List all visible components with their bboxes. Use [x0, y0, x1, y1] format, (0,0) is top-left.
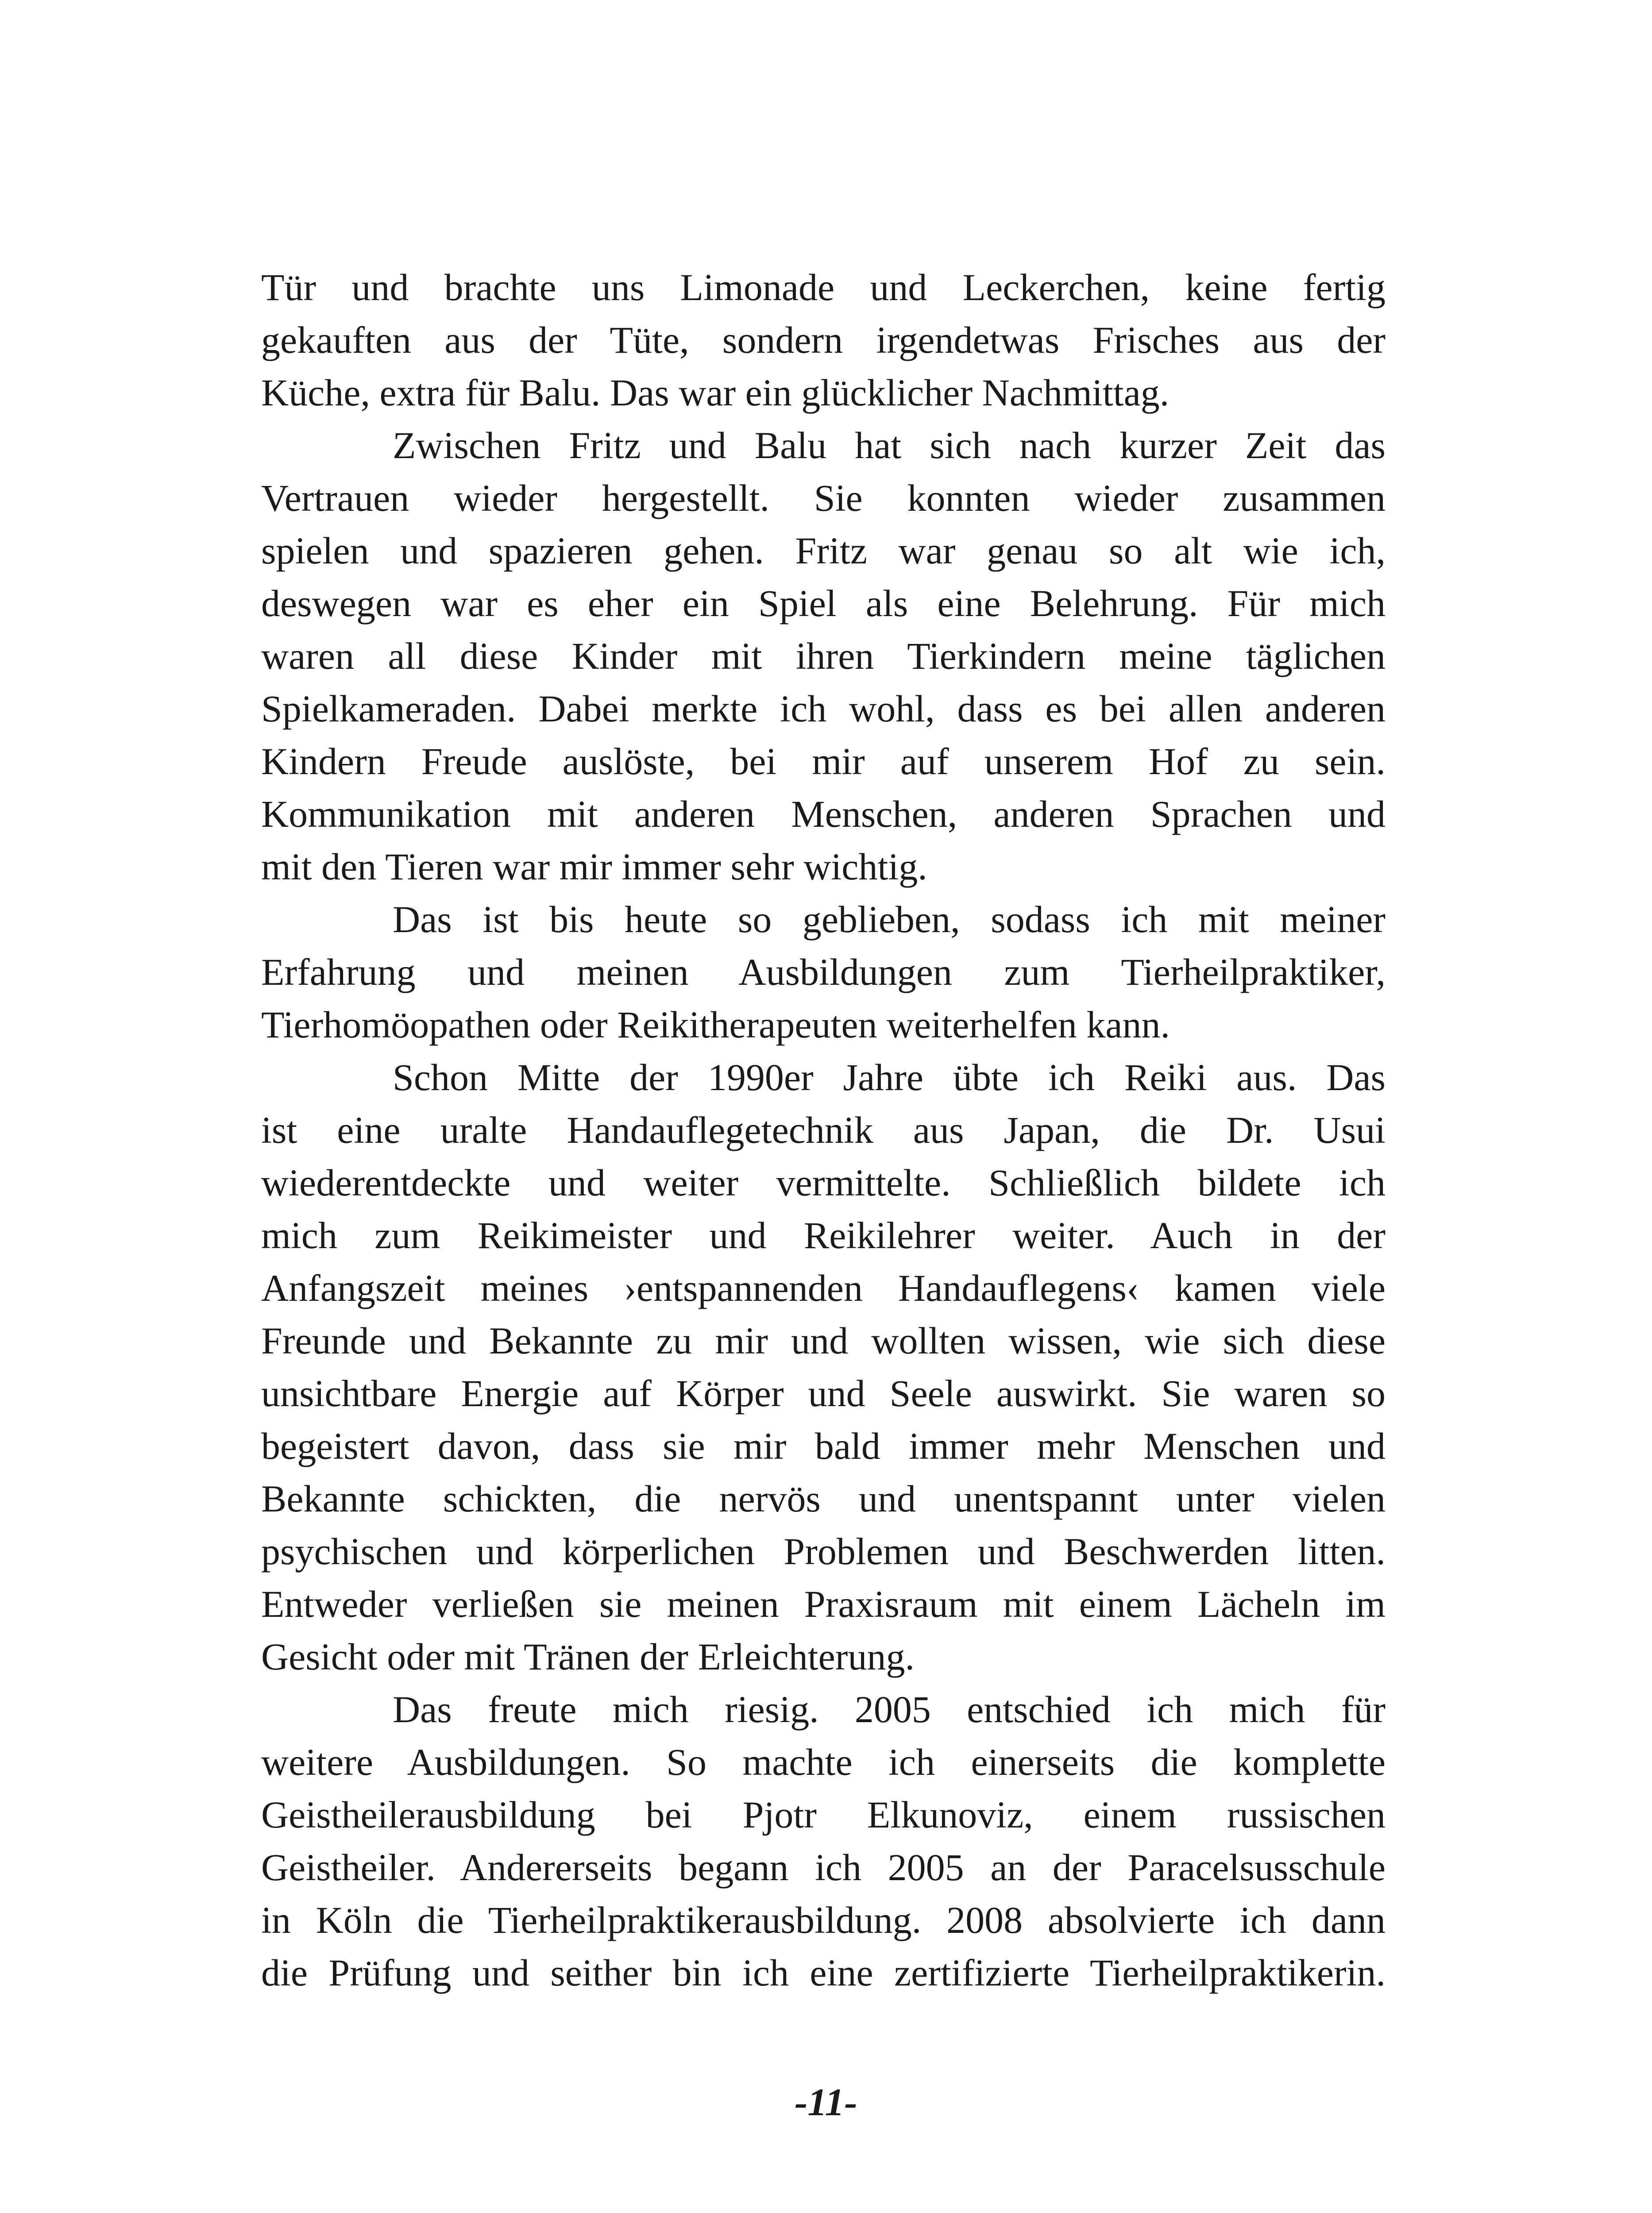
text-line: Kommunikation mit anderen Menschen, anderen Sprachen und — [261, 793, 1386, 835]
text-line: deswegen war es eher ein Spiel als eine Belehrung. Für mich — [261, 582, 1386, 625]
text-line: Entweder verließen sie meinen Praxisraum mit einem Lächeln im — [261, 1583, 1386, 1625]
paragraph — [261, 1051, 1386, 1683]
text-line: wiederentdeckte und weiter vermittelte. Schließlich bildete ich — [261, 1161, 1386, 1204]
text-line: Erfahrung und meinen Ausbildungen zum Tierheilpraktiker, — [261, 951, 1386, 993]
text-line: Küche, extra für Balu. Das war ein glücklicher Nachmittag. — [261, 371, 1170, 414]
text-line: Anfangszeit meines ›entspannenden Handauflegens‹ kamen viele — [261, 1267, 1386, 1309]
body-text — [261, 261, 1386, 1999]
text-line: psychischen und körperlichen Problemen und Beschwerden litten. — [261, 1530, 1386, 1573]
paragraph — [261, 261, 1386, 419]
text-line: Bekannte schickten, die nervös und unentspannt unter vielen — [261, 1477, 1386, 1520]
text-line: waren all diese Kinder mit ihren Tierkindern meine täglichen — [261, 635, 1386, 677]
text-line: Geistheilerausbildung bei Pjotr Elkunoviz, einem russischen — [261, 1793, 1386, 1836]
text-line: Kindern Freude auslöste, bei mir auf unserem Hof zu sein. — [261, 740, 1386, 783]
text-line: ist eine uralte Handauflegetechnik aus Japan, die Dr. Usui — [261, 1109, 1386, 1151]
text-line: mit den Tieren war mir immer sehr wichtig. — [261, 845, 927, 888]
text-line: in Köln die Tierheilpraktikerausbildung. 2008 absolvierte ich dann — [261, 1899, 1386, 1941]
text-line: Zwischen Fritz und Balu hat sich nach kurzer Zeit das — [393, 424, 1386, 467]
text-line: Gesicht oder mit Tränen der Erleichterung. — [261, 1635, 915, 1678]
text-line: Spielkameraden. Dabei merkte ich wohl, dass es bei allen anderen — [261, 687, 1386, 730]
text-line: Tierhomöopathen oder Reikitherapeuten weiterhelfen kann. — [261, 1003, 1170, 1046]
text-line: spielen und spazieren gehen. Fritz war genau so alt wie ich, — [261, 529, 1386, 572]
text-line: mich zum Reikimeister und Reikilehrer weiter. Auch in der — [261, 1214, 1386, 1257]
text-line: Tür und brachte uns Limonade und Leckerchen, keine fertig — [261, 266, 1386, 308]
text-line: weitere Ausbildungen. So machte ich einerseits die komplette — [261, 1741, 1386, 1783]
text-line: Das freute mich riesig. 2005 entschied ich mich für — [393, 1688, 1386, 1731]
text-line: die Prüfung und seither bin ich eine zertifizierte Tierheilpraktikerin. — [261, 1951, 1386, 1994]
paragraph — [261, 419, 1386, 893]
text-line: Vertrauen wieder hergestellt. Sie konnten wieder zusammen — [261, 477, 1386, 519]
text-line: Das ist bis heute so geblieben, sodass ich mit meiner — [393, 898, 1386, 941]
paragraph — [261, 893, 1386, 1051]
text-line: Schon Mitte der 1990er Jahre übte ich Reiki aus. Das — [393, 1056, 1386, 1099]
text-line: begeistert davon, dass sie mir bald immer mehr Menschen und — [261, 1425, 1386, 1467]
text-line: unsichtbare Energie auf Körper und Seele auswirkt. Sie waren so — [261, 1372, 1386, 1415]
page-number: -11- — [795, 2081, 857, 2124]
paragraph — [261, 1683, 1386, 1999]
text-line: Geistheiler. Andererseits begann ich 2005 an der Paracelsusschule — [261, 1846, 1386, 1889]
text-line: gekauften aus der Tüte, sondern irgendetwas Frisches aus der — [261, 319, 1386, 361]
text-line: Freunde und Bekannte zu mir und wollten wissen, wie sich diese — [261, 1319, 1386, 1362]
